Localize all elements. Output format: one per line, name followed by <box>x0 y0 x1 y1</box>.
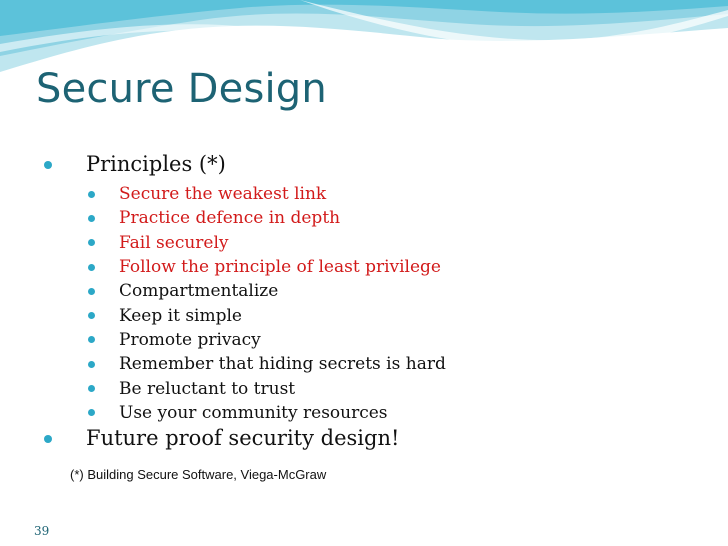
list-item <box>88 182 446 206</box>
bullet-dot-icon <box>88 361 95 368</box>
list-item <box>88 255 446 279</box>
bullet-dot-icon <box>88 264 95 271</box>
bullet-label: Future proof security design! <box>86 426 400 450</box>
bullet-principles <box>44 152 226 176</box>
list-item-label: Promote privacy <box>119 329 261 350</box>
list-item-label: Use your community resources <box>119 402 388 423</box>
page-number: 39 <box>34 524 50 538</box>
bullet-dot-icon <box>88 215 95 222</box>
bullet-dot-icon <box>88 239 95 246</box>
bullet-label: Principles (*) <box>86 152 226 176</box>
slide-title: Secure Design <box>36 66 327 112</box>
list-item-label: Remember that hiding secrets is hard <box>119 354 446 375</box>
bullet-dot-icon <box>88 191 95 198</box>
list-item <box>88 401 446 425</box>
list-item-label: Secure the weakest link <box>119 184 327 205</box>
list-item-label: Fail securely <box>119 232 229 253</box>
list-item <box>88 303 446 327</box>
list-item-label: Keep it simple <box>119 305 242 326</box>
list-item <box>88 376 446 400</box>
list-item <box>88 206 446 230</box>
bullet-dot-icon <box>44 435 52 443</box>
list-item <box>88 231 446 255</box>
list-item <box>88 279 446 303</box>
principles-list <box>88 182 446 425</box>
bullet-dot-icon <box>88 409 95 416</box>
list-item <box>88 328 446 352</box>
list-item-label: Compartmentalize <box>119 281 279 302</box>
bullet-dot-icon <box>88 385 95 392</box>
bullet-dot-icon <box>88 288 95 295</box>
bullet-dot-icon <box>44 161 52 169</box>
footnote: (*) Building Secure Software, Viega-McGraw <box>70 467 327 482</box>
list-item <box>88 352 446 376</box>
bullet-dot-icon <box>88 312 95 319</box>
list-item-label: Practice defence in depth <box>119 208 341 229</box>
bullet-future-proof <box>44 426 399 450</box>
list-item-label: Follow the principle of least privilege <box>119 257 441 278</box>
list-item-label: Be reluctant to trust <box>119 378 296 399</box>
bullet-dot-icon <box>88 336 95 343</box>
